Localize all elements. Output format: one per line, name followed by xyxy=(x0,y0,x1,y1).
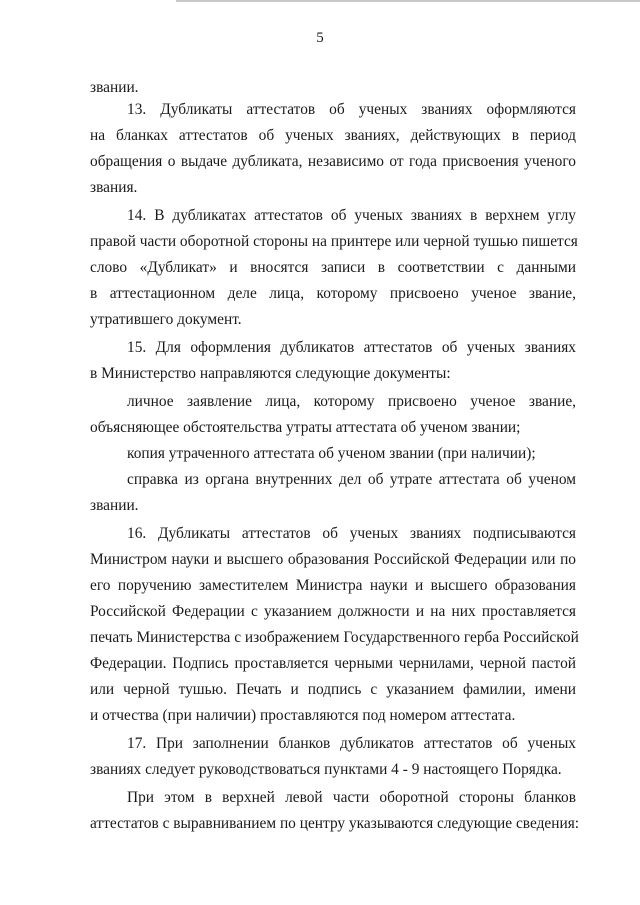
text-line: звании. xyxy=(90,497,139,514)
list-item-application: личное заявление лица, которому присвоено ученое звание, xyxy=(127,393,576,410)
text-line: Министром науки и высшего образования Российской Федерации или по xyxy=(90,551,576,568)
text-line: Российской Федерации с указанием должности и на них проставляется xyxy=(90,603,576,620)
text-line: утратившего документ. xyxy=(90,311,242,328)
text-line: на бланках аттестатов об ученых званиях, действующих в период xyxy=(90,127,576,144)
text-line: и отчества (при наличии) проставляются под номером аттестата. xyxy=(90,707,516,724)
text-line: в аттестационном деле лица, которому присвоено ученое звание, xyxy=(90,285,576,302)
text-line: или черной тушью. Печать и подпись с указанием фамилии, имени xyxy=(90,681,576,698)
paragraph-15-line-1: 15. Для оформления дубликатов аттестатов об ученых званиях xyxy=(127,339,576,356)
text-line: объясняющее обстоятельства утраты аттестата об ученом звании; xyxy=(90,419,521,436)
text-line: его поручению заместителем Министра науки и высшего образования xyxy=(90,577,576,594)
text-line: обращения о выдаче дубликата, независимо от года присвоения ученого xyxy=(90,153,576,170)
text-line: слово «Дубликат» и вносятся записи в соответствии с данными xyxy=(90,259,576,276)
text-line: аттестатов с выравниванием по центру указываются следующие сведения: xyxy=(90,815,580,832)
paragraph-13-line-1: 13. Дубликаты аттестатов об ученых званиях оформляются xyxy=(127,101,576,118)
text-line: правой части оборотной стороны на принтере или черной тушью пишется xyxy=(90,233,578,250)
text-line: звании. xyxy=(90,79,139,96)
list-item-copy: копия утраченного аттестата об ученом звании (при наличии); xyxy=(127,445,536,462)
text-line: звания. xyxy=(90,179,138,196)
paragraph-16-line-1: 16. Дубликаты аттестатов об ученых званиях подписываются xyxy=(127,525,576,542)
paragraph-17-line-1: 17. При заполнении бланков дубликатов аттестатов об ученых xyxy=(127,735,576,752)
text-line: в Министерство направляются следующие документы: xyxy=(90,365,451,382)
paragraph-14-line-1: 14. В дубликатах аттестатов об ученых званиях в верхнем углу xyxy=(127,207,576,224)
text-line: Федерации. Подпись проставляется черными чернилами, черной пастой xyxy=(90,655,576,672)
page-number: 5 xyxy=(316,30,324,46)
paragraph-continuation-line-1: При этом в верхней левой части оборотной стороны бланков xyxy=(127,789,576,806)
text-line: званиях следует руководствоваться пунктами 4 - 9 настоящего Порядка. xyxy=(90,761,562,778)
text-line: печать Министерства с изображением Государственного герба Российской xyxy=(90,629,579,646)
list-item-certificate: справка из органа внутренних дел об утрате аттестата об ученом xyxy=(127,471,576,488)
top-scan-edge xyxy=(176,0,640,2)
